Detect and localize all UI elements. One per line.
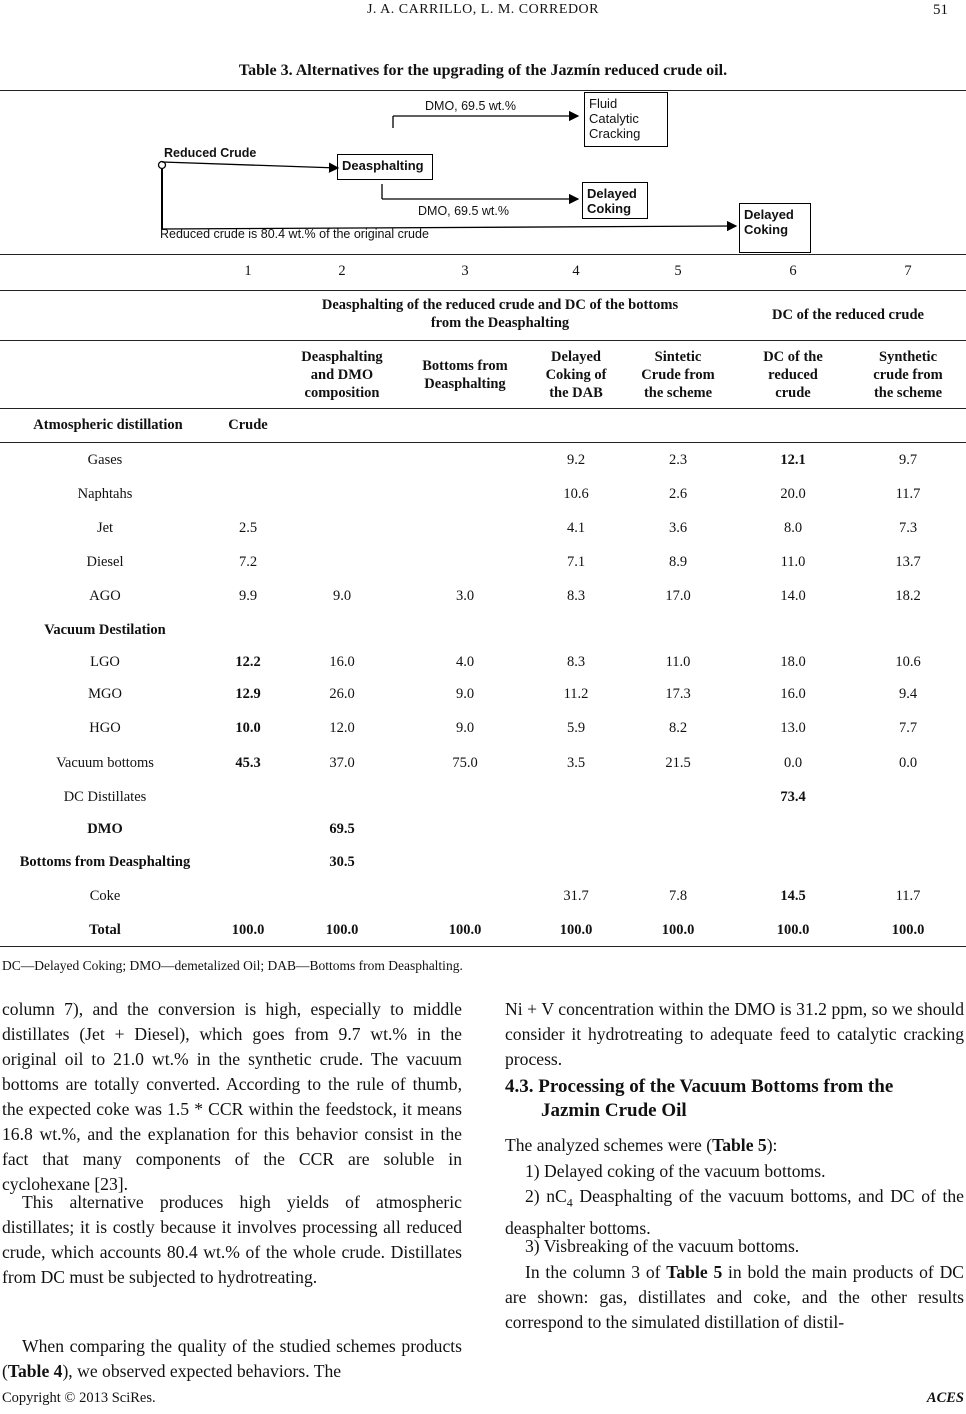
row-label: Bottoms from Deasphalting <box>19 854 191 870</box>
table-cell: 21.5 <box>665 755 691 771</box>
table-caption: Table 3. Alternatives for the upgrading of the Jazmín reduced crude oil. <box>238 62 728 79</box>
table-cell: 10.0 <box>235 720 261 736</box>
col-head-6-l1: DC of the <box>763 349 823 365</box>
table-cell: 2.6 <box>668 486 688 502</box>
group-header-deasphalting-line-2: from the Deasphalting <box>430 315 570 331</box>
col-head-7-l1: Synthetic <box>879 349 937 365</box>
group-header-deasphalting-line-1: Deasphalting of the reduced crude and DC of the bottoms <box>321 297 679 313</box>
col-head-4 <box>526 348 626 402</box>
col-number-5: 5 <box>674 263 682 279</box>
table-cell: 31.7 <box>563 888 589 904</box>
table-cell: 26.0 <box>329 686 355 702</box>
row-label: Total <box>89 922 121 938</box>
table-cell: 20.0 <box>780 486 806 502</box>
table-cell: 18.0 <box>780 654 806 670</box>
table-cell: 2.5 <box>238 520 258 536</box>
fcc-line-3: Cracking <box>589 126 641 141</box>
table-cell: 3.5 <box>566 755 586 771</box>
right-p3-a: In the column 3 of <box>525 1262 667 1282</box>
delayed-coking-mid-line-2: Coking <box>587 201 632 216</box>
row-label: HGO <box>89 720 121 736</box>
row-label: Coke <box>89 888 121 904</box>
table-cell: 5.9 <box>566 720 586 736</box>
table-cell: 16.0 <box>780 686 806 702</box>
col-head-4-l2: Coking of <box>545 367 607 383</box>
table-cell: 12.0 <box>329 720 355 736</box>
col-head-5-l3: the scheme <box>643 385 713 401</box>
section-heading-line-2: Jazmin Crude Oil <box>541 1100 687 1121</box>
delayed-coking-mid-box <box>582 182 648 219</box>
fcc-line-1: Fluid <box>589 96 618 111</box>
left-p3-a: When comparing the quality of the studied schemes products ( <box>2 1336 462 1381</box>
col-number-6: 6 <box>789 263 797 279</box>
col-head-2 <box>282 348 402 402</box>
table-cell: 100.0 <box>776 922 810 938</box>
rule-after-section-head <box>0 442 966 443</box>
deasphalting-box <box>337 154 433 180</box>
table-cell: 7.8 <box>668 888 688 904</box>
table-cell: 37.0 <box>329 755 355 771</box>
col-head-7-l2: crude from <box>873 367 943 383</box>
col-head-7 <box>853 348 963 402</box>
table-cell: 16.0 <box>329 654 355 670</box>
row-label: Diesel <box>86 554 124 570</box>
table-cell: 30.5 <box>329 854 355 870</box>
table-5-ref-2: Table 5 <box>666 1262 723 1282</box>
table-cell: 9.4 <box>898 686 918 702</box>
running-header: J. A. CARRILLO, L. M. CORREDOR <box>366 2 600 17</box>
table-cell: 7.3 <box>898 520 918 536</box>
table-cell: 11.0 <box>780 554 806 570</box>
left-paragraph-2: This alternative produces high yields of atmospheric distillates; it is costly because it involves processing all reduced crude, which accounts 80.4 wt.% of the whole crude. Distillates from DC must be subjected to hydrotreating. <box>2 1192 462 1287</box>
table-cell: 9.2 <box>566 452 586 468</box>
col-head-7-l3: the scheme <box>873 385 943 401</box>
col-number-4: 4 <box>572 263 580 279</box>
right-p2-c: ): <box>766 1135 778 1155</box>
dmo-top-label: DMO, 69.5 wt.% <box>425 99 516 113</box>
deasphalting-box-label: Deasphalting <box>342 158 424 173</box>
col-head-5 <box>628 348 728 402</box>
table-cell: 100.0 <box>231 922 265 938</box>
rule-after-diagram <box>0 254 966 255</box>
table-cell: 3.0 <box>455 588 475 604</box>
table-cell: 4.0 <box>455 654 475 670</box>
row-label: DMO <box>87 821 123 837</box>
list-item-3: 3) Visbreaking of the vacuum bottoms. <box>525 1236 800 1256</box>
list-item-1: 1) Delayed coking of the vacuum bottoms. <box>525 1161 826 1181</box>
table-cell: 11.0 <box>665 654 691 670</box>
table-cell: 12.1 <box>780 452 806 468</box>
table-cell: 9.0 <box>332 588 352 604</box>
fcc-line-2: Catalytic <box>589 111 639 126</box>
rule-after-group-headers <box>0 340 966 341</box>
right-paragraph-1: Ni + V concentration within the DMO is 31.2 ppm, so we should consider it hydrotreating to adequate feed to catalytic cracking process. <box>505 999 964 1069</box>
table-bottom-rule <box>0 946 966 947</box>
table-cell: 14.0 <box>780 588 806 604</box>
table-cell: 14.5 <box>780 888 806 904</box>
table-cell: 9.7 <box>898 452 918 468</box>
delayed-coking-right-line-2: Coking <box>744 222 789 237</box>
table-cell: 0.0 <box>898 755 918 771</box>
col-head-5-l1: Sintetic <box>654 349 702 365</box>
table-footnote: DC—Delayed Coking; DMO—demetalized Oil; DAB—Bottoms from Deasphalting. <box>2 958 463 973</box>
footer-copyright: Copyright © 2013 SciRes. <box>2 1390 156 1406</box>
row-label: AGO <box>89 588 121 604</box>
rule-after-col-numbers <box>0 290 966 291</box>
group-header-deasphalting <box>285 296 715 332</box>
col-head-6-l3: crude <box>775 385 811 401</box>
table-5-ref-1: Table 5 <box>712 1135 767 1155</box>
right-paragraph-2 <box>505 1133 964 1158</box>
table-cell: 12.2 <box>235 654 261 670</box>
table-cell: 3.6 <box>668 520 688 536</box>
delayed-coking-right-line-1: Delayed <box>744 207 794 222</box>
row-label: Vacuum bottoms <box>56 755 154 771</box>
col-head-2-l2: and DMO <box>310 367 374 383</box>
table-cell: 2.3 <box>668 452 688 468</box>
list-item-2-sub: 4 <box>566 1195 573 1210</box>
atm-distillation-label: Atmospheric distillation <box>33 417 183 433</box>
table-cell: 12.9 <box>235 686 261 702</box>
row-label: Jet <box>96 520 114 536</box>
table-cell: 8.9 <box>668 554 688 570</box>
table-cell: 8.3 <box>566 588 586 604</box>
list-item-2-a: 2) nC <box>525 1186 567 1206</box>
table-cell: 45.3 <box>235 755 261 771</box>
col-number-7: 7 <box>904 263 912 279</box>
table-cell: 18.2 <box>895 588 921 604</box>
table-cell: 13.7 <box>895 554 921 570</box>
section-heading-line-1: 4.3. Processing of the Vacuum Bottoms from the <box>505 1076 894 1097</box>
right-p2-a: The analyzed schemes were ( <box>505 1135 713 1155</box>
table-cell: 4.1 <box>566 520 586 536</box>
col-head-3-l2: Deasphalting <box>424 376 506 392</box>
col-head-5-l2: Crude from <box>641 367 715 383</box>
col-head-3 <box>405 357 525 393</box>
col-head-4-l3: the DAB <box>549 385 603 401</box>
col-head-6-l2: reduced <box>768 367 818 383</box>
rule-after-col-heads <box>0 408 966 409</box>
page-number: 51 <box>933 2 948 18</box>
col-head-6 <box>743 348 843 402</box>
table-cell: 10.6 <box>895 654 921 670</box>
fcc-box <box>584 92 668 147</box>
table-cell: 100.0 <box>448 922 482 938</box>
left-p3-c: ), we observed expected behaviors. The <box>62 1361 342 1381</box>
table-cell: 100.0 <box>891 922 925 938</box>
left-paragraph-1: column 7), and the conversion is high, especially to middle distillates (Jet + Diesel), which goes from 9.7 wt.% in the original oil to 21.0 wt.% in the synthetic crude. The vacuum bottoms are totally converted. According to the rule of thumb, the expected coke was 1.5 * CCR within the feedstock, it means 16.8 wt.%, and the explanation for this behavior consist in the fact that many components of the CCR are soluble in cyclohexane [23]. <box>2 999 462 1194</box>
table-cell: 100.0 <box>559 922 593 938</box>
table-cell: 8.0 <box>783 520 803 536</box>
row-label: LGO <box>90 654 120 670</box>
process-diagram-lines <box>0 90 966 255</box>
list-item-2 <box>505 1184 964 1241</box>
table-cell: 9.0 <box>455 720 475 736</box>
row-label: DC Distillates <box>63 789 147 805</box>
table-cell: 11.7 <box>895 888 921 904</box>
table-cell: 7.1 <box>566 554 586 570</box>
col-head-2-l3: composition <box>304 385 380 401</box>
table-cell: 100.0 <box>661 922 695 938</box>
table-cell: 0.0 <box>783 755 803 771</box>
left-paragraph-3 <box>2 1334 462 1384</box>
delayed-coking-right-box <box>739 203 811 253</box>
table-cell: 7.2 <box>238 554 258 570</box>
table-cell: 75.0 <box>452 755 478 771</box>
table-cell: 100.0 <box>325 922 359 938</box>
table-4-ref: Table 4 <box>7 1361 63 1381</box>
reduced-crude-note: Reduced crude is 80.4 wt.% of the original crude <box>160 227 429 241</box>
table-cell: 9.0 <box>455 686 475 702</box>
col-head-3-l1: Bottoms from <box>422 358 508 374</box>
row-label: Gases <box>87 452 123 468</box>
delayed-coking-mid-line-1: Delayed <box>587 186 637 201</box>
group-header-dc: DC of the reduced crude <box>772 307 924 323</box>
row-label: Naphtahs <box>77 486 133 502</box>
crude-label: Crude <box>228 417 268 433</box>
row-label: Vacuum Destilation <box>44 622 166 638</box>
col-head-4-l1: Delayed <box>551 349 601 365</box>
reduced-crude-label: Reduced Crude <box>164 146 257 160</box>
col-head-2-l1: Deasphalting <box>301 349 383 365</box>
table-cell: 17.3 <box>665 686 691 702</box>
row-label: MGO <box>88 686 122 702</box>
right-paragraph-3 <box>505 1260 964 1335</box>
process-diagram <box>0 90 966 255</box>
dmo-mid-label: DMO, 69.5 wt.% <box>418 204 509 218</box>
col-number-2: 2 <box>338 263 346 279</box>
section-heading <box>505 1075 965 1123</box>
table-cell: 8.3 <box>566 654 586 670</box>
table-cell: 13.0 <box>780 720 806 736</box>
col-number-1: 1 <box>244 263 252 279</box>
table-cell: 73.4 <box>780 789 806 805</box>
list-item-2-b: Deasphalting of the vacuum bottoms, and DC of the deasphalter bottoms. <box>505 1186 964 1238</box>
col-number-3: 3 <box>461 263 469 279</box>
table-cell: 9.9 <box>238 588 258 604</box>
table-cell: 17.0 <box>665 588 691 604</box>
table-cell: 11.7 <box>895 486 921 502</box>
table-cell: 69.5 <box>329 821 355 837</box>
table-cell: 8.2 <box>668 720 688 736</box>
table-cell: 10.6 <box>563 486 589 502</box>
footer-journal: ACES <box>926 1390 964 1406</box>
right-p3-c: in bold the main products of DC are shown: gas, distillates and coke, and the other results correspond to the simulated distillation of distil- <box>505 1262 965 1332</box>
table-cell: 7.7 <box>898 720 918 736</box>
table-cell: 11.2 <box>563 686 589 702</box>
